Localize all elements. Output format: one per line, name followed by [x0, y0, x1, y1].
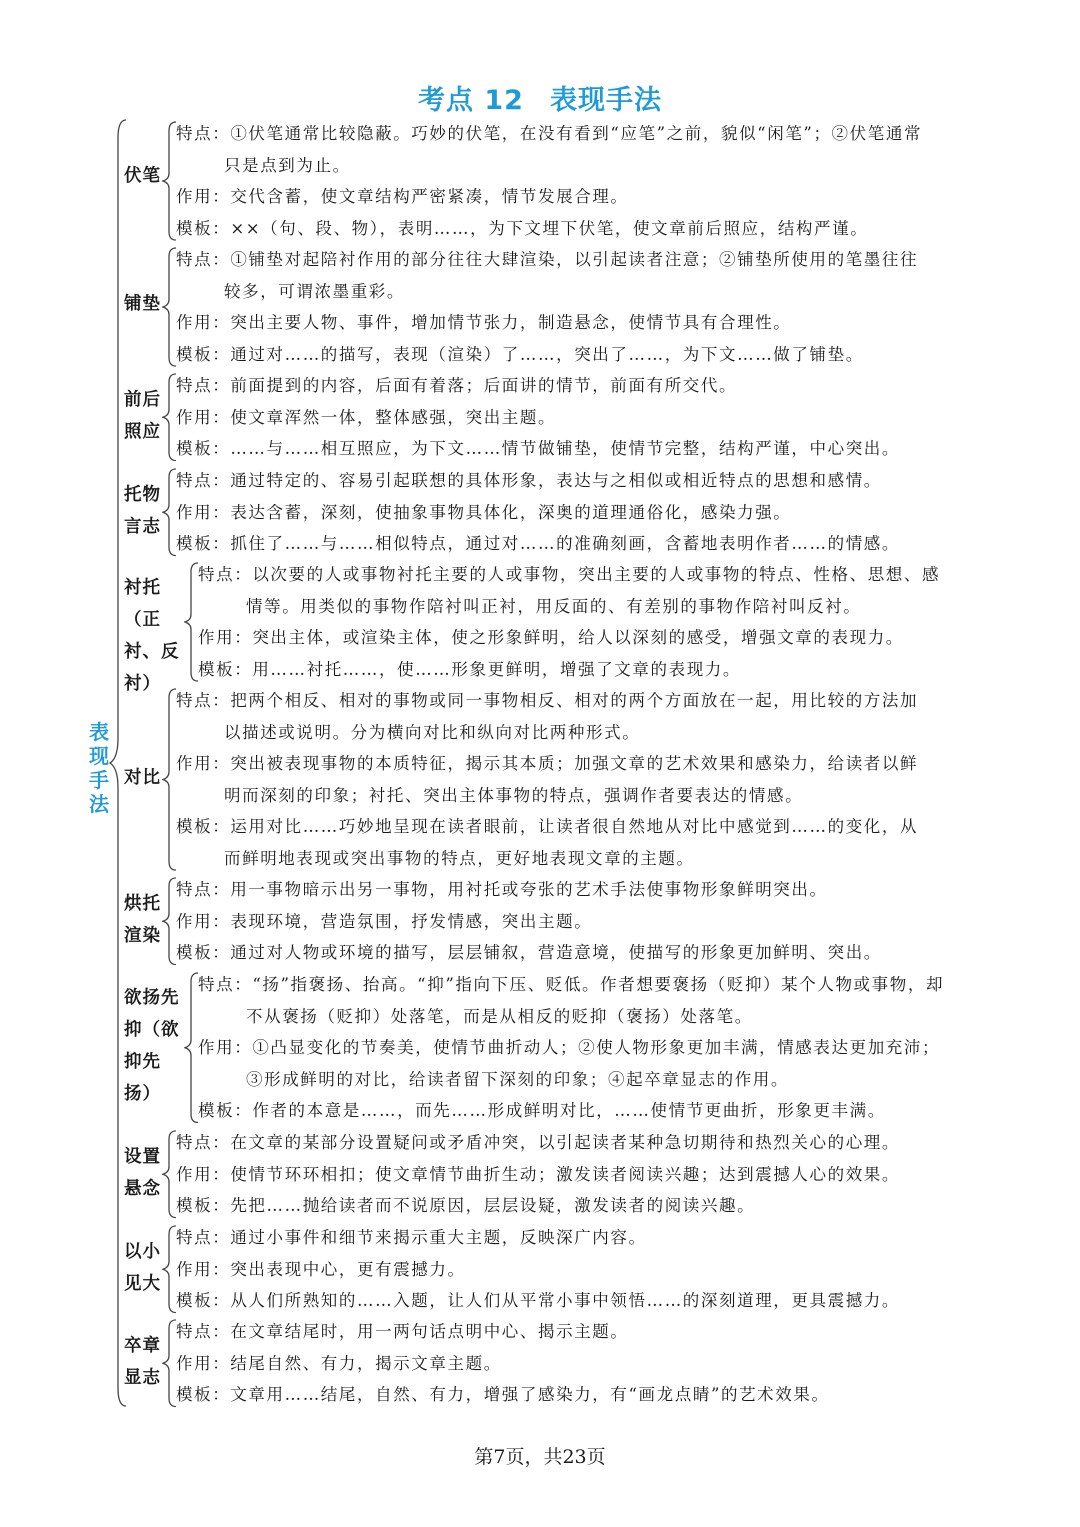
row-text: ①铺垫对起陪衬作用的部分往往大肆渲染，以引起读者注意；②铺垫所使用的笔墨往往 — [230, 250, 919, 269]
outline-row — [176, 465, 900, 497]
outline-row — [176, 339, 918, 371]
outline-row — [176, 906, 882, 938]
section-rows — [176, 1222, 900, 1317]
section-rows — [198, 969, 944, 1127]
section-label: 烘托渲染 — [124, 894, 161, 946]
row-key: 模板： — [176, 218, 231, 238]
row-text: 突出主要人物、事件，增加情节张力，制造悬念，使情节具有合理性。 — [230, 313, 792, 332]
title-topic: 表现手法 — [549, 85, 662, 116]
section-rows — [176, 1316, 830, 1411]
section-label: 设置悬念 — [124, 1147, 161, 1199]
outline-row — [176, 370, 900, 402]
row-text-continued: 而鲜明地表现或突出事物的特点，更好地表现文章的主题。 — [224, 848, 695, 868]
row-text: 表现环境，营造氛围，抒发情感，突出主题。 — [230, 911, 593, 931]
section-rows — [176, 874, 882, 969]
page-footer: 第7页，共23页 — [474, 1446, 606, 1468]
row-key: 特点： — [198, 975, 253, 994]
row-key: 作用： — [176, 1259, 231, 1279]
section-rows — [176, 370, 900, 465]
row-text: 在文章的某部分设置疑问或矛盾冲突，以引起读者某种急切期待和热烈关心的心理。 — [230, 1133, 901, 1152]
row-key: 作用： — [176, 407, 231, 427]
row-text: ①凸显变化的节奏美，使情节曲折动人；②使人物形象更加丰满，情感表达更加充沛； — [252, 1038, 941, 1057]
row-key: 作用： — [198, 1038, 253, 1057]
section-rows — [198, 559, 940, 685]
section-rows — [176, 685, 918, 874]
outline-row — [176, 1379, 830, 1411]
outline-row — [176, 1348, 830, 1380]
outline-row — [198, 1095, 944, 1127]
row-text: 突出被表现事物的本质特征，揭示其本质；加强文章的艺术效果和感染力，给读者以鲜 — [230, 754, 919, 773]
row-key: 特点： — [176, 376, 231, 395]
row-text: ××（句、段、物），表明……，为下文埋下伏笔，使文章前后照应，结构严谨。 — [230, 218, 869, 238]
outline-row — [176, 528, 900, 560]
section-rows — [176, 1127, 900, 1222]
row-text: 表达含蓄，深刻，使抽象事物具体化，深奥的道理通俗化，感染力强。 — [230, 502, 792, 522]
row-key: 模板： — [176, 1385, 231, 1404]
row-text: 在文章结尾时，用一两句话点明中心、揭示主题。 — [230, 1322, 629, 1341]
section-label: 铺垫 — [124, 294, 161, 314]
section-brace — [162, 1130, 178, 1219]
row-text: 运用对比……巧妙地呈现在读者眼前，让读者很自然地从对比中感觉到……的变化，从 — [230, 817, 919, 836]
row-key: 特点： — [176, 1322, 231, 1341]
row-text: 通过小事件和细节来揭示重大主题，反映深广内容。 — [230, 1228, 647, 1247]
section-label: 欲扬先抑（欲抑先扬） — [124, 988, 180, 1104]
row-text: 以次要的人或事物衬托主要的人或事物，突出主要的人或事物的特点、性格、思想、感 — [252, 565, 941, 584]
row-key: 模板： — [176, 534, 231, 553]
section-label: 对比 — [124, 768, 161, 788]
outline-row — [176, 748, 918, 811]
outline-row — [176, 874, 882, 906]
row-text: ……与……相互照应，为下文……情节做铺垫，使情节完整，结构严谨，中心突出。 — [230, 439, 901, 458]
row-key: 作用： — [176, 502, 231, 522]
outline-row — [176, 433, 900, 465]
row-text: 结尾自然、有力，揭示文章主题。 — [230, 1353, 502, 1373]
row-key: 特点： — [176, 1133, 231, 1152]
outline-row — [176, 1316, 830, 1348]
outline-row — [176, 1285, 900, 1317]
row-text: 前面提到的内容，后面有着落；后面讲的情节，前面有所交代。 — [230, 376, 738, 395]
row-key: 模板： — [176, 817, 231, 836]
outline-row — [198, 622, 940, 654]
row-text-continued: 较多，可谓浓墨重彩。 — [224, 281, 405, 301]
row-text: 作者的本意是……，而先……形成鲜明对比，……使情节更曲折，形象更丰满。 — [252, 1101, 886, 1120]
outline-row — [176, 1254, 900, 1286]
section-label: 前后照应 — [124, 390, 161, 442]
section-label: 以小见大 — [124, 1242, 161, 1294]
row-text: 先把……抛给读者而不说原因，层层设疑，激发读者的阅读兴趣。 — [230, 1196, 756, 1215]
row-text-continued: 情等。用类似的事物作陪衬叫正衬，用反面的、有差别的事物作陪衬叫反衬。 — [246, 596, 862, 616]
section-brace — [162, 1319, 178, 1408]
outline-row — [176, 118, 922, 181]
row-key: 作用： — [176, 911, 231, 931]
section-brace — [162, 877, 178, 966]
section-brace — [162, 373, 178, 462]
row-text: 文章用……结尾，自然、有力，增强了感染力，有“画龙点睛”的艺术效果。 — [230, 1385, 830, 1404]
section-brace — [184, 562, 200, 682]
row-key: 模板： — [176, 1196, 231, 1215]
row-text: 通过对人物或环境的描写，层层铺叙，营造意境，使描写的形象更加鲜明、突出。 — [230, 943, 882, 962]
row-text-continued: 不从褒扬（贬抑）处落笔，而是从相反的贬抑（褒扬）处落笔。 — [246, 1006, 753, 1026]
outline-row — [176, 1159, 900, 1191]
row-key: 特点： — [198, 565, 253, 584]
section-brace — [162, 247, 178, 367]
row-text: 从人们所熟知的……入题，让人们从平常小事中领悟……的深刻道理，更具震撼力。 — [230, 1291, 901, 1310]
row-text-continued: 明而深刻的印象；衬托、突出主体事物的特点，强调作者要表达的情感。 — [224, 785, 804, 805]
row-text: 把两个相反、相对的事物或同一事物相反、相对的两个方面放在一起，用比较的方法加 — [230, 691, 919, 710]
row-key: 特点： — [176, 880, 231, 899]
section-brace — [184, 972, 200, 1124]
page-title — [0, 78, 1080, 117]
row-key: 特点： — [176, 250, 231, 269]
row-key: 模板： — [176, 943, 231, 962]
root-label: 表现手法 — [89, 720, 109, 816]
outline-row — [176, 181, 922, 213]
row-text: “扬”指褒扬、抬高。“抑”指向下压、贬低。作者想要褒扬（贬抑）某个人物或事物，却 — [252, 975, 945, 994]
row-text: ①伏笔通常比较隐蔽。巧妙的伏笔，在没有看到“应笔”之前，貌似“闲笔”；②伏笔通常 — [230, 124, 923, 143]
outline-row — [176, 307, 918, 339]
outline-row — [176, 213, 922, 245]
row-key: 作用： — [176, 1353, 231, 1373]
row-key: 作用： — [176, 187, 231, 206]
row-text-continued: 只是点到为止。 — [224, 155, 351, 175]
section-brace — [162, 121, 178, 241]
row-text: 突出表现中心，更有震撼力。 — [230, 1259, 466, 1279]
row-text: 用……衬托……，使……形象更鲜明，增强了文章的表现力。 — [252, 659, 742, 679]
outline-row — [176, 244, 918, 307]
outline-row — [176, 402, 900, 434]
section-brace — [162, 1225, 178, 1314]
row-text: 使情节环环相扣；使文章情节曲折生动；激发读者阅读兴趣；达到震撼人心的效果。 — [230, 1164, 901, 1184]
outline-row — [176, 1190, 900, 1222]
row-key: 特点： — [176, 1228, 231, 1247]
row-text: 通过特定的、容易引起联想的具体形象，表达与之相似或相近特点的思想和感情。 — [230, 471, 882, 490]
row-text-continued: ③形成鲜明的对比，给读者留下深刻的印象；④起卒章显志的作用。 — [246, 1069, 789, 1089]
row-key: 作用： — [176, 1164, 231, 1184]
row-text: 突出主体，或渲染主体，使之形象鲜明，给人以深刻的感受，增强文章的表现力。 — [252, 628, 904, 647]
row-key: 特点： — [176, 471, 231, 490]
section-label: 伏笔 — [124, 166, 161, 186]
row-key: 作用： — [198, 628, 253, 647]
section-label: 托物言志 — [124, 485, 161, 537]
section-rows — [176, 465, 900, 560]
section-label: 衬托（正衬、反衬） — [124, 578, 180, 694]
row-key: 模板： — [198, 1101, 253, 1120]
outline-row — [198, 969, 944, 1032]
outline-row — [198, 654, 940, 686]
row-key: 作用： — [176, 754, 231, 773]
row-key: 模板： — [176, 344, 231, 364]
row-key: 模板： — [176, 439, 231, 458]
row-key: 模板： — [176, 1291, 231, 1310]
outline-row — [176, 811, 918, 874]
outline-row — [198, 559, 940, 622]
row-text: 用一事物暗示出另一事物，用衬托或夸张的艺术手法使事物形象鲜明突出。 — [230, 880, 828, 899]
outline-row — [176, 497, 900, 529]
outline-row — [176, 1222, 900, 1254]
row-text: 抓住了……与……相似特点，通过对……的准确刻画，含蓄地表明作者……的情感。 — [230, 534, 901, 553]
section-brace — [162, 468, 178, 557]
section-brace — [162, 688, 178, 871]
section-label: 卒章显志 — [124, 1336, 161, 1388]
section-rows — [176, 118, 922, 244]
title-prefix: 考点 12 — [418, 85, 524, 116]
row-text: 交代含蓄，使文章结构严密紧凑，情节发展合理。 — [230, 187, 629, 206]
section-rows — [176, 244, 918, 370]
outline-row — [198, 1032, 944, 1095]
row-key: 特点： — [176, 124, 231, 143]
row-text: 通过对……的描写，表现（渲染）了……，突出了……，为下文……做了铺垫。 — [230, 344, 864, 364]
outline-row — [176, 1127, 900, 1159]
outline-row — [176, 937, 882, 969]
row-text: 使文章浑然一体，整体感强，突出主题。 — [230, 407, 557, 427]
row-key: 作用： — [176, 313, 231, 332]
row-key: 特点： — [176, 691, 231, 710]
row-text-continued: 以描述或说明。分为横向对比和纵向对比两种形式。 — [224, 722, 641, 742]
row-key: 模板： — [198, 659, 253, 679]
outline-row — [176, 685, 918, 748]
